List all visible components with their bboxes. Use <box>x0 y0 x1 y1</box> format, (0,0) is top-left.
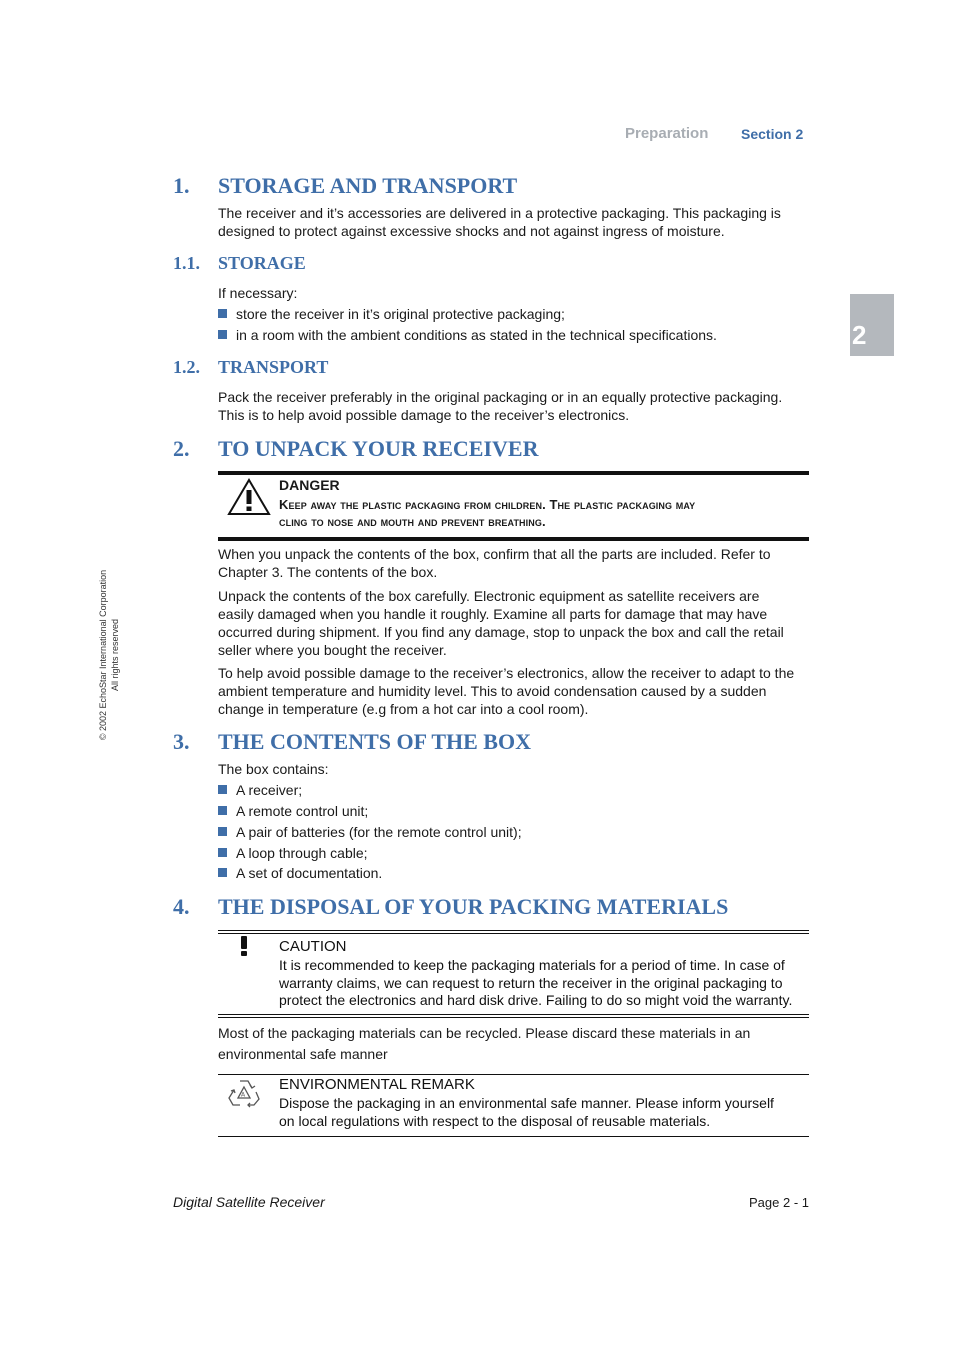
section-number: 4. <box>173 894 190 919</box>
section-1-heading <box>173 175 773 199</box>
subsection-number: 1.1. <box>173 253 200 273</box>
text-line: Pack the receiver preferably in the original packaging or in an equally protective packaging. <box>218 389 783 405</box>
caution-bottom-rule <box>218 1014 809 1015</box>
section-title: STORAGE AND TRANSPORT <box>218 173 518 198</box>
text-line: environmental safe manner <box>218 1046 388 1062</box>
text-line: ambient temperature and humidity level. This to avoid condensation caused by a sudden <box>218 683 767 699</box>
transport-text <box>218 388 810 424</box>
caution-top-rule <box>218 933 809 934</box>
section-number: 2. <box>173 436 190 461</box>
bullet-square-icon <box>218 868 227 877</box>
section-title: TO UNPACK YOUR RECEIVER <box>218 436 539 461</box>
header-section: Section 2 <box>741 126 804 142</box>
recycle-paragraph <box>218 1023 810 1065</box>
caution-text <box>279 957 809 1010</box>
bullet-square-icon <box>218 848 227 857</box>
text-line: protect the electronics and hard disk drive. Failing to do so might void the warranty. <box>279 992 793 1008</box>
footer-title: Digital Satellite Receiver <box>173 1194 325 1210</box>
list-item-text: A pair of batteries (for the remote control unit); <box>236 824 522 840</box>
section-1-intro <box>218 204 810 240</box>
section-2-heading <box>173 438 773 462</box>
box-contents-lead: The box contains: <box>218 761 329 777</box>
danger-label: DANGER <box>279 477 340 493</box>
svg-text:A: A <box>241 1091 246 1099</box>
caution-bottom-rule <box>218 1017 809 1018</box>
danger-text <box>279 496 809 530</box>
list-item-text: A remote control unit; <box>236 803 369 819</box>
section-title: THE CONTENTS OF THE BOX <box>218 729 531 754</box>
environment-bottom-rule <box>218 1136 809 1137</box>
text-line: Chapter 3. The contents of the box. <box>218 564 438 580</box>
storage-lead: If necessary: <box>218 285 298 301</box>
text-line: change in temperature (e.g from a hot car into a cool room). <box>218 701 589 717</box>
warning-triangle-icon <box>227 478 271 521</box>
environment-label: ENVIRONMENTAL REMARK <box>279 1076 475 1093</box>
list-item-text: in a room with the ambient conditions as stated in the technical specifications. <box>236 327 717 343</box>
unpack-paragraph-3 <box>218 664 810 718</box>
copyright-line: © 2002 EchoStar International Corporation <box>98 569 108 741</box>
section-title: THE DISPOSAL OF YOUR PACKING MATERIALS <box>218 894 729 919</box>
text-line: occurred during shipment. If you find any damage, stop to unpack the box and call the retail <box>218 624 784 640</box>
list-item-text: A receiver; <box>236 782 303 798</box>
section-number: 3. <box>173 729 190 754</box>
chapter-tab <box>850 294 894 356</box>
text-line: It is recommended to keep the packaging materials for a period of time. In case of <box>279 957 785 973</box>
text-line: When you unpack the contents of the box, confirm that all the parts are included. Refer to <box>218 546 771 562</box>
text-line: seller where you bought the receiver. <box>218 642 447 658</box>
text-line: The receiver and it’s accessories are delivered in a protective packaging. This packaging is <box>218 205 781 221</box>
bullet-square-icon <box>218 330 227 339</box>
unpack-paragraph-2 <box>218 587 810 659</box>
subsection-title: STORAGE <box>218 253 306 273</box>
text-line: on local regulations with respect to the disposal of reusable materials. <box>279 1112 711 1129</box>
text-line: cling to nose and mouth and prevent breathing. <box>279 514 546 529</box>
section-4-heading <box>173 896 793 920</box>
list-item-text: store the receiver in it’s original protective packaging; <box>236 306 565 322</box>
footer-page-number: Page 2 - 1 <box>749 1195 809 1210</box>
bullet-square-icon <box>218 309 227 318</box>
text-line: Most of the packaging materials can be recycled. Please discard these materials in an <box>218 1025 751 1041</box>
exclamation-icon <box>239 936 249 963</box>
caution-top-rule <box>218 930 809 931</box>
text-line: Unpack the contents of the box carefully. Electronic equipment as satellite receivers are <box>218 588 760 604</box>
subsection-number: 1.2. <box>173 357 200 377</box>
section-3-heading <box>173 731 773 755</box>
bullet-square-icon <box>218 827 227 836</box>
bullet-square-icon <box>218 806 227 815</box>
caution-label: CAUTION <box>279 938 347 955</box>
unpack-paragraph-1 <box>218 545 810 581</box>
danger-bottom-rule <box>218 537 809 541</box>
text-line: warranty claims, we can request to return the receiver in the original packaging to <box>279 974 783 991</box>
text-line: easily damaged when you handle it roughly. Examine all parts for damage that may have <box>218 606 768 622</box>
chapter-tab-number: 2 <box>852 320 867 350</box>
text-line: Keep away the plastic packaging from children. The plastic packaging may <box>279 497 696 512</box>
recycle-icon <box>228 1078 260 1113</box>
text-line: To help avoid possible damage to the receiver’s electronics, allow the receiver to adapt to the <box>218 665 795 681</box>
rights-line: All rights reserved <box>110 618 120 692</box>
subsection-title: TRANSPORT <box>218 357 329 377</box>
text-line: designed to protect against excessive shocks and not against ingress of moisture. <box>218 223 725 239</box>
section-number: 1. <box>173 173 190 198</box>
bullet-square-icon <box>218 785 227 794</box>
list-item-text: A set of documentation. <box>236 865 383 881</box>
list-item-text: A loop through cable; <box>236 845 368 861</box>
header-chapter: Preparation <box>625 125 709 142</box>
environment-top-rule <box>218 1074 809 1075</box>
text-line: This is to help avoid possible damage to the receiver’s electronics. <box>218 407 630 423</box>
danger-top-rule <box>218 471 809 475</box>
text-line: Dispose the packaging in an environmental safe manner. Please inform yourself <box>279 1095 774 1111</box>
subsection-1-2-heading <box>173 358 573 378</box>
copyright-note <box>97 555 121 755</box>
environment-text <box>279 1095 809 1130</box>
subsection-1-1-heading <box>173 254 573 274</box>
